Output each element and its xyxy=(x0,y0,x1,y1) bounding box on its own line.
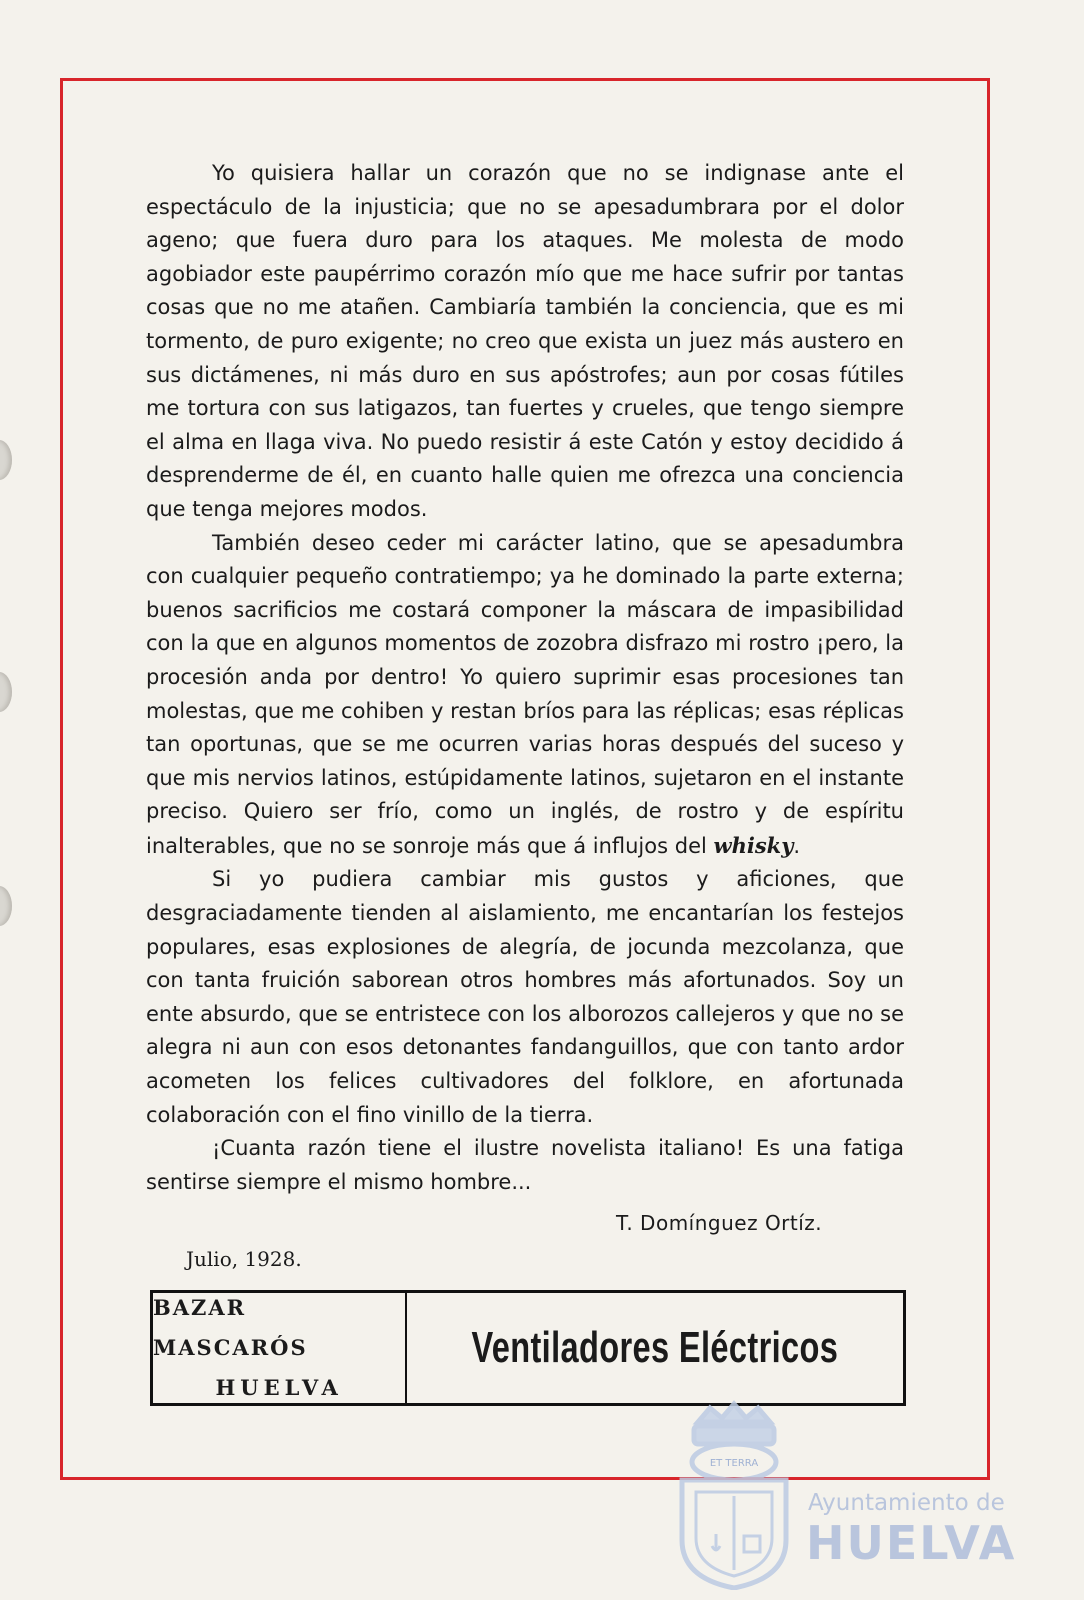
italic-whisky: whisky xyxy=(713,832,794,858)
watermark-line2: HUELVA xyxy=(806,1516,1017,1570)
product-name: Ventiladores Eléctricos xyxy=(471,1323,839,1372)
article-date: Julio, 1928. xyxy=(186,1247,302,1271)
advertiser-block xyxy=(153,1293,407,1403)
article-body xyxy=(146,157,904,1199)
paragraph-2-end: . xyxy=(793,833,801,858)
seal-banner-text: ET TERRA xyxy=(709,1458,759,1469)
advertisement-box xyxy=(150,1290,906,1406)
shop-city: HUELVA xyxy=(215,1375,343,1400)
paragraph-2 xyxy=(146,527,904,864)
binder-hole xyxy=(0,886,12,926)
binder-hole xyxy=(0,672,12,712)
product-block xyxy=(407,1293,903,1403)
paragraph-4: ¡Cuanta razón tiene el ilustre novelista italiano! Es una fatiga sentirse siempre el mismo hombre... xyxy=(146,1136,904,1194)
binder-hole xyxy=(0,440,12,480)
author-signature: T. Domínguez Ortíz. xyxy=(616,1211,823,1235)
paragraph-2-text: También deseo ceder mi carácter latino, que se apesadumbra con cualquier pequeño contratiempo; ya he dominado la parte externa; buenos sacrificios me costará componer la máscara de impasibilidad con la que en algunos momentos de zozobra disfrazo mi rostro ¡pero, la procesión anda por dentro! Yo quiero suprimir esas procesiones tan molestas, que me cohiben y restan bríos para las réplicas; esas réplicas tan oportunas, que se me ocurren varias horas después del suceso y que mis nervios latinos, estúpidamente latinos, sujetaron en el instante preciso. Quiero ser frío, como un inglés, de rostro y de espíritu inalterables, que no se sonroje más que á influjos del xyxy=(146,530,904,858)
paragraph-3: Si yo pudiera cambiar mis gustos y aficiones, que desgraciadamente tienden al aislamiento, me encantarían los festejos populares, esas explosiones de alegría, de jocunda mezcolanza, que con tanta fruición saborean otros hombres más afortunados. Soy un ente absurdo, que se entristece con los alborozos callejeros y que no se alegra ni aun con esos detonantes fandanguillos, que con tanto ardor acometen los felices cultivadores del folklore, en afortunada colaboración con el fino vinillo de la tierra. xyxy=(146,867,904,1127)
shop-name: BAZAR MASCARÓS xyxy=(153,1295,308,1360)
paragraph-1: Yo quisiera hallar un corazón que no se indignase ante el espectáculo de la injusticia; que no se apesadumbrara por el dolor ageno; que fuera duro para los ataques. Me molesta de modo agobiador este paupérrimo corazón mío que me hace sufrir por tantas cosas que no me atañen. Cambiaría también la conciencia, que es mi tormento, de puro exigente; no creo que exista un juez más austero en sus dictámenes, ni más duro en sus apóstrofes; aun por cosas fútiles me tortura con sus latigazos, tan fuertes y crueles, que tengo siempre el alma en llaga viva. No puedo resistir á este Catón y estoy decidido á desprenderme de él, en cuanto halle quien me ofrezca una conciencia que tenga mejores modos. xyxy=(146,161,904,521)
watermark-line1: Ayuntamiento de xyxy=(808,1490,1005,1516)
